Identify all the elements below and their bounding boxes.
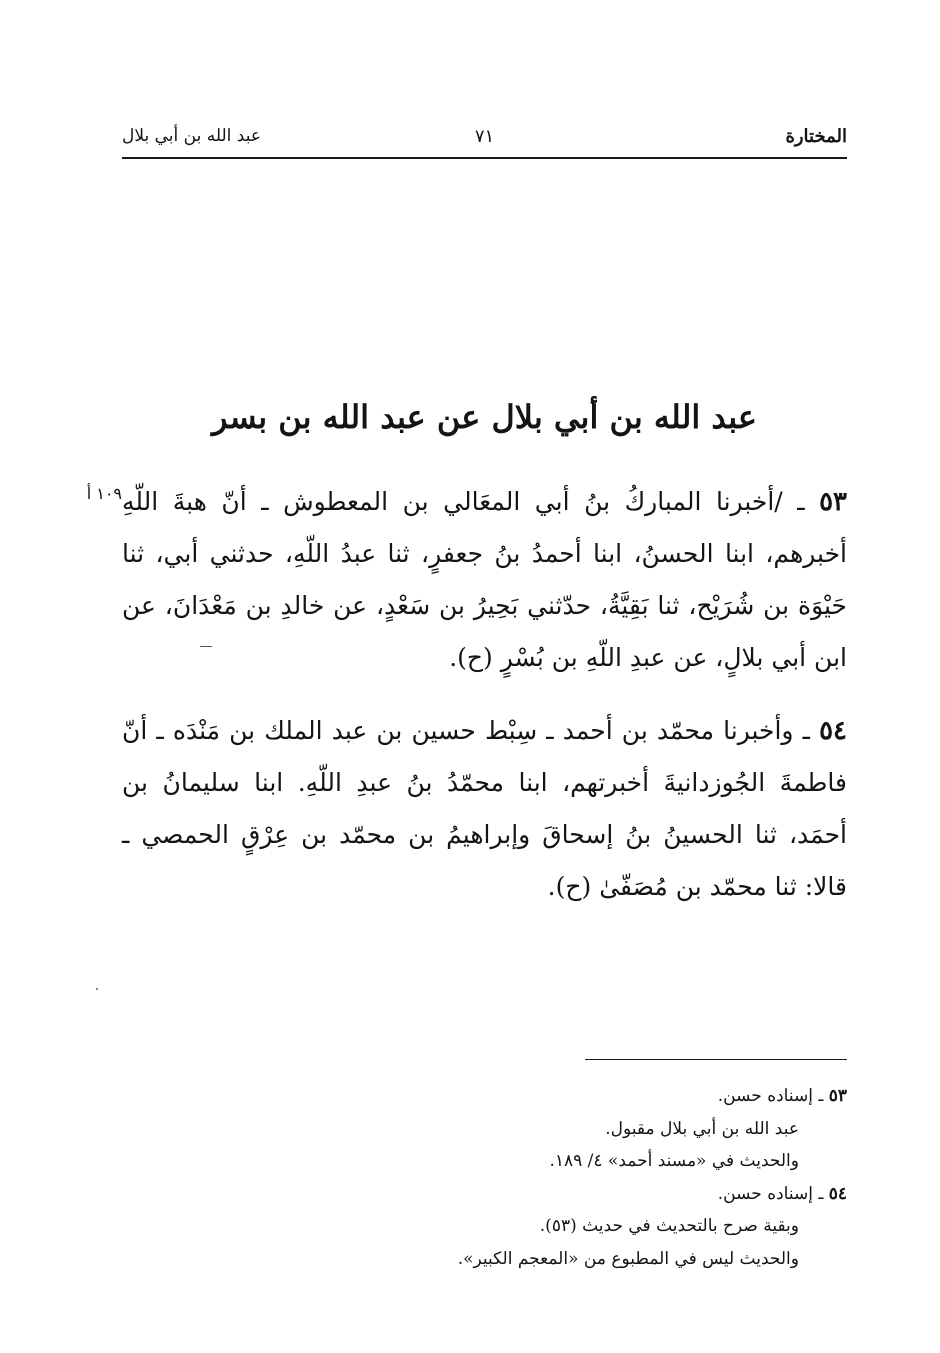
running-header <box>122 126 847 154</box>
footnote-text: ـ إسناده حسن. <box>717 1086 824 1106</box>
chapter-running-title: عبد الله بن أبي بلال <box>122 126 261 146</box>
hadith-number: ٥٣ <box>819 487 848 517</box>
hadith-text: ـ وأخبرنا محمّد بن أحمد ـ سِبْط حسين بن عبد الملك بن مَنْدَه ـ أنّ فاطمةَ الجُوزدانيةَ أخبرتهم، ابنا محمّدُ بنُ عبدِ اللّهِ. ابنا سليمانُ بن أحمَد، ثنا الحسينُ بنُ إسحاقَ وإبراهيمُ بن محمّد بن عِرْقٍ الحمصي ـ قالا: ثنا محمّد بن مُصَفّىٰ (ح). <box>122 716 847 901</box>
page-number: ٧١ <box>474 126 495 147</box>
footnote-text: والحديث ليس في المطبوع من «المعجم الكبير». <box>457 1248 799 1269</box>
footnote-line <box>300 1080 847 1113</box>
chapter-title: عبد الله بن أبي بلال عن عبد الله بن بسر <box>212 398 757 436</box>
footnote-line <box>300 1113 847 1146</box>
stray-mark <box>200 646 212 647</box>
footnote-line <box>300 1178 847 1211</box>
book-title: المختارة <box>785 126 847 147</box>
footnotes <box>300 1080 847 1275</box>
hadith-paragraph-54 <box>122 705 847 913</box>
footnote-text: والحديث في «مسند أحمد» ٤/ ١٨٩. <box>549 1151 799 1171</box>
hadith-paragraph-53 <box>122 476 847 684</box>
footnote-text: وبقية صرح بالتحديث في حديث (٥٣). <box>539 1216 799 1236</box>
footnote-line <box>300 1210 847 1243</box>
hadith-text: ـ /أخبرنا المباركُ بنُ أبي المعَالي بن المعطوش ـ أنّ هبةَ اللّهِ أخبرهم، ابنا الحسنُ، ابنا أحمدُ بنُ جعفرٍ، ثنا عبدُ اللّهِ، حدثني أبي، ثنا حَيْوَة بن شُرَيْح، ثنا بَقِيَّةُ، حدّثني بَحِيرُ بن سَعْدٍ، عن خالدِ بن مَعْدَانَ، عن ابن أبي بلالٍ، عن عبدِ اللّهِ بن بُسْرٍ (ح). <box>122 487 847 672</box>
footnote-number: ٥٤ <box>828 1183 847 1204</box>
footnote-line <box>300 1243 847 1276</box>
hadith-number: ٥٤ <box>819 716 847 746</box>
footnote-line <box>300 1145 847 1178</box>
margin-folio-note: ١٠٩ أ <box>86 484 122 503</box>
footnote-text: ـ إسناده حسن. <box>717 1183 824 1204</box>
header-divider <box>122 157 847 159</box>
footnote-divider <box>585 1059 847 1060</box>
footnote-text: عبد الله بن أبي بلال مقبول. <box>605 1118 799 1139</box>
stray-dot <box>96 988 98 990</box>
footnote-number: ٥٣ <box>828 1086 847 1106</box>
